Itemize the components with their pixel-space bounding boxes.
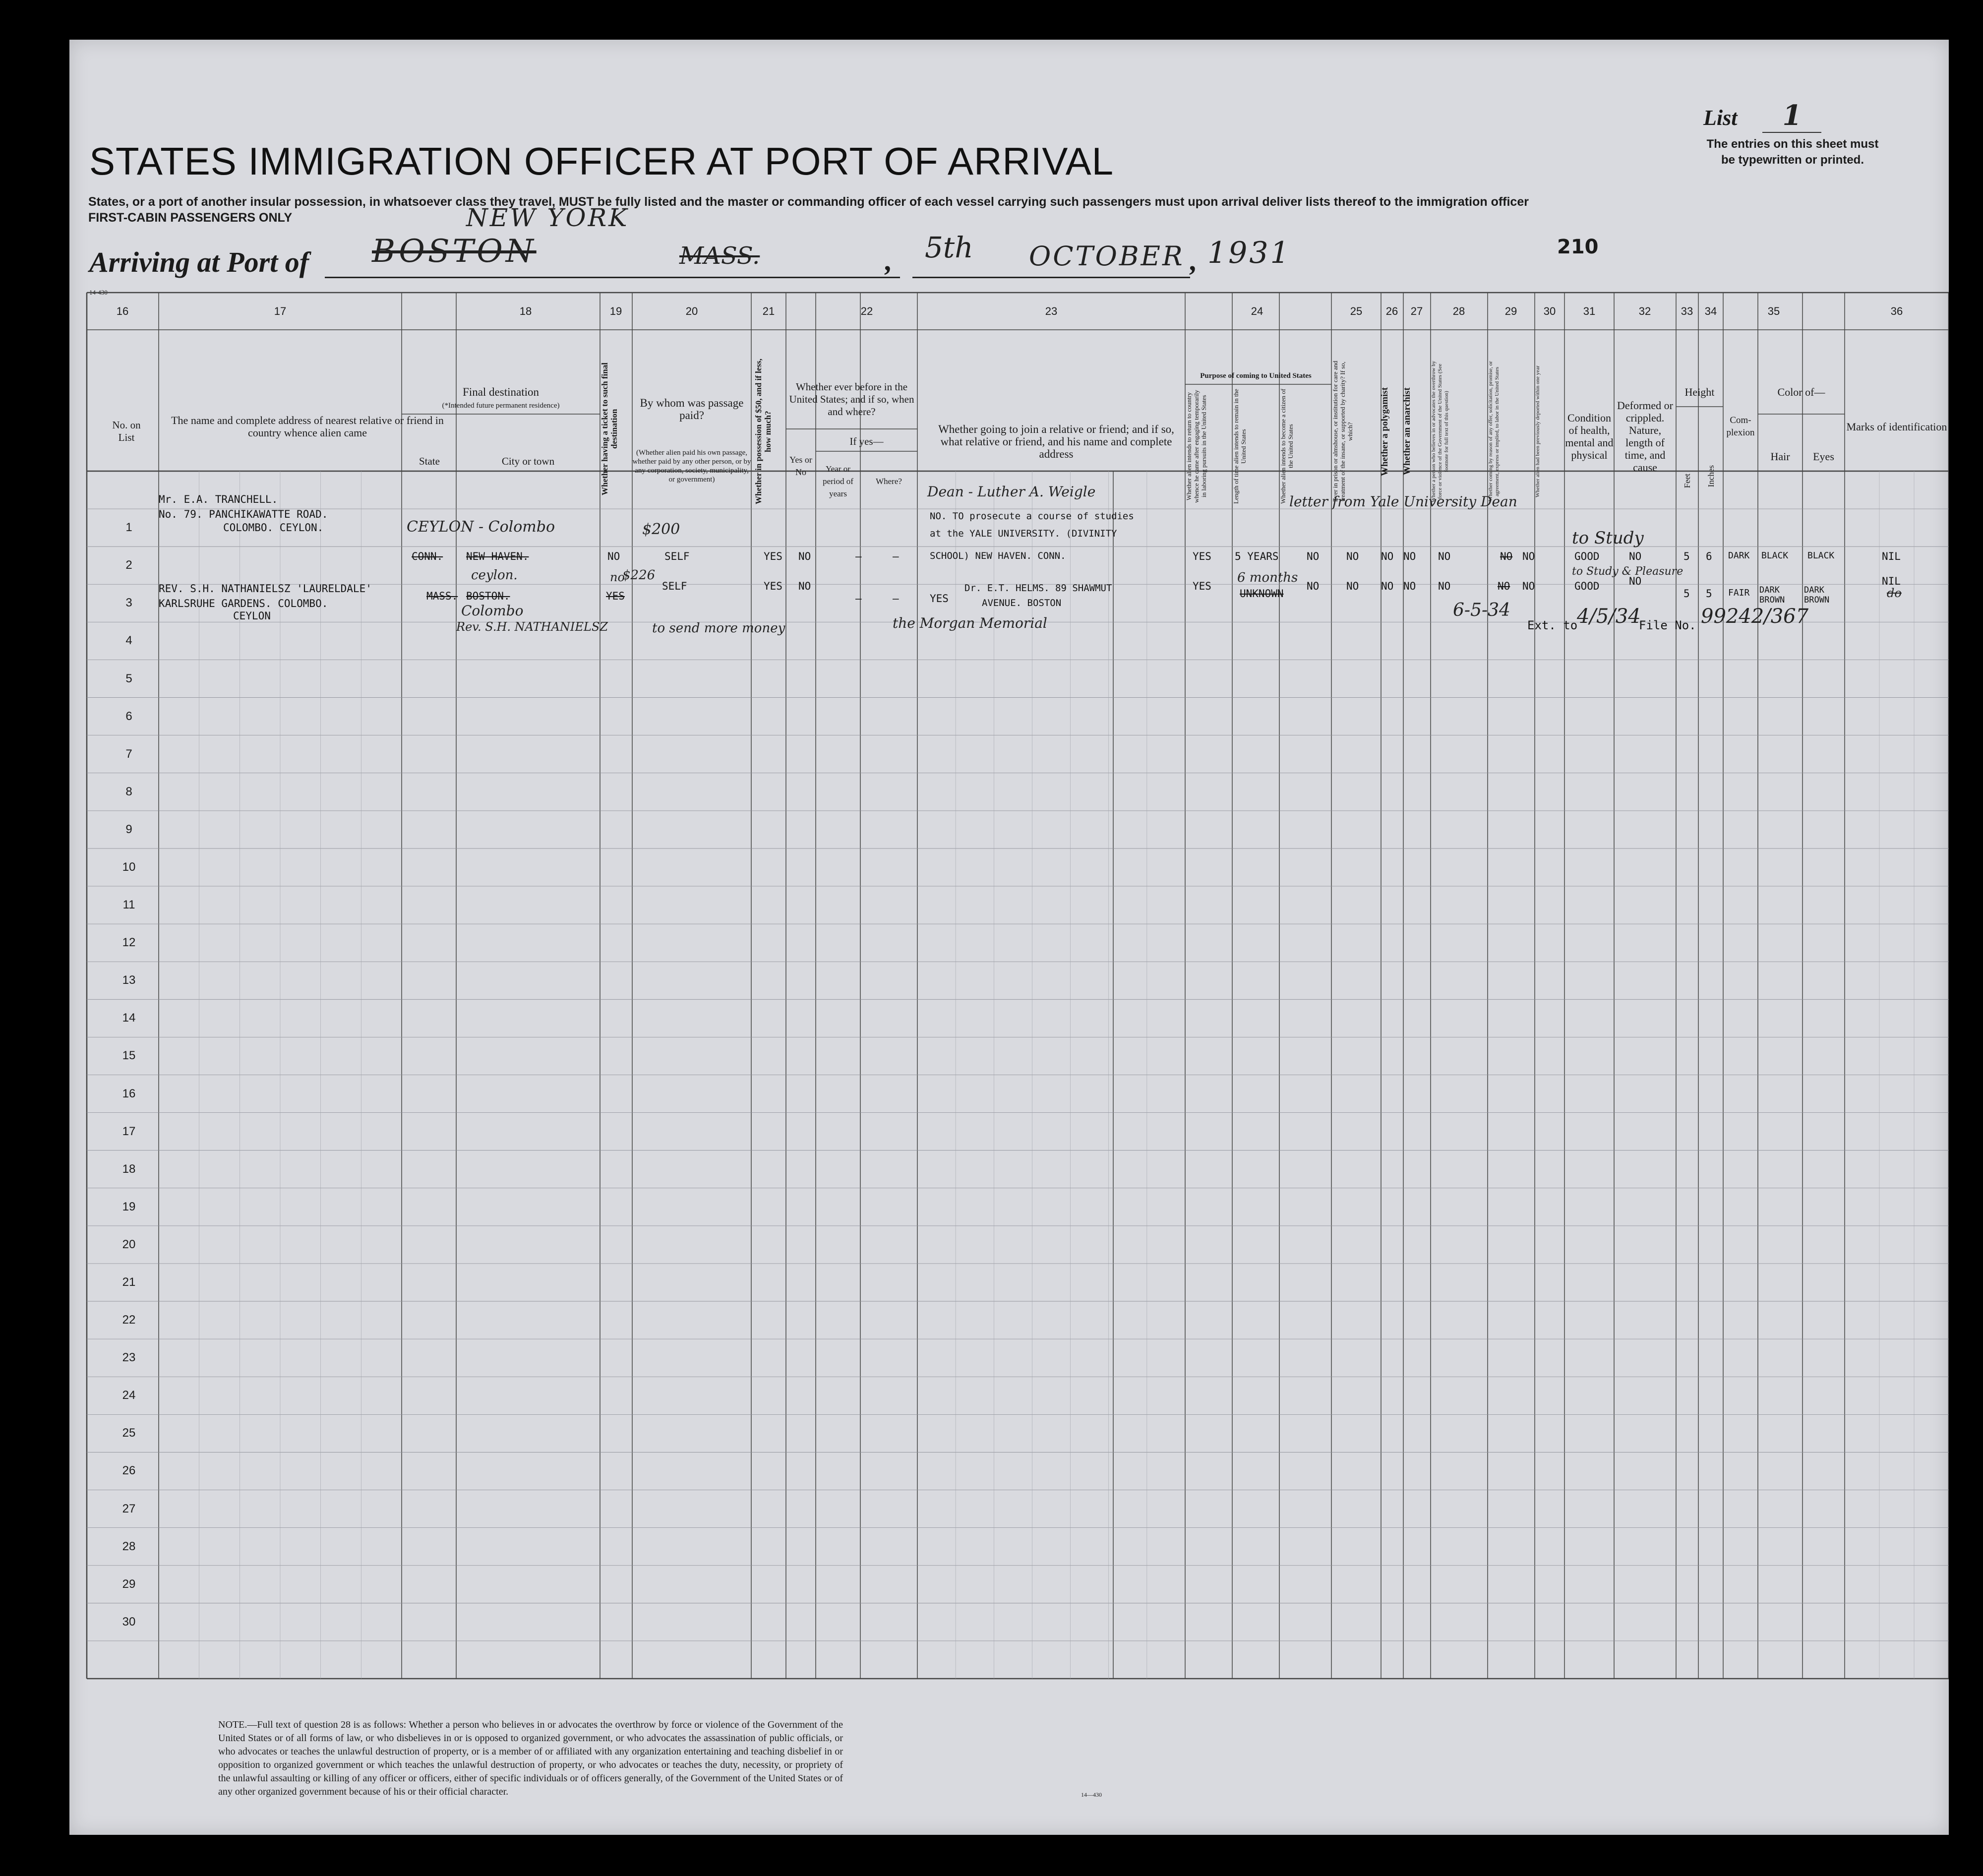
row-number: 1 bbox=[125, 521, 132, 535]
r1-hair: BLACK bbox=[1761, 550, 1789, 561]
header-prison: Ever in prison or almshouse, or institution for care and treatment of the insane, or supported by charity? If so, which? bbox=[1331, 361, 1354, 502]
column-number: 30 bbox=[1543, 305, 1556, 317]
header-passage-paid: By whom was passage paid? bbox=[640, 397, 744, 422]
stamp-number: 210 bbox=[1557, 236, 1599, 258]
page-subtitle: States, or a port of another insular possession, in whatsoever class they travel, MUST be fully listed and the master or commanding officer of each vessel carrying such passengers must upon arrival deliver lists thereof to the immigration officer bbox=[88, 195, 1529, 209]
r1-join-line3: SCHOOL) NEW HAVEN. CONN. bbox=[930, 550, 1066, 561]
header-color-of: Color of— bbox=[1777, 385, 1825, 398]
r2-before: NO bbox=[798, 580, 811, 592]
r2-anarchist: NO bbox=[1403, 580, 1416, 592]
r2-purpose-citizen: NO bbox=[1307, 580, 1320, 592]
r1-q28: NO bbox=[1438, 550, 1451, 562]
punch-hole bbox=[36, 367, 64, 396]
r1-marks: NIL bbox=[1882, 550, 1901, 562]
r1-city: NEW HAVEN. bbox=[466, 550, 529, 562]
column-number: 25 bbox=[1350, 305, 1363, 317]
row-number: 17 bbox=[122, 1124, 136, 1138]
r2-destination-hand1: ceylon. bbox=[471, 568, 518, 583]
r1-purpose-return: YES bbox=[1193, 550, 1211, 562]
footnote-q28: NOTE.—Full text of question 28 is as follows: Whether a person who believes in or advocates the overthrow by force or violence of the Government of the United States or of all forms of law, or who disbelieves in or is opposed to organized government, or who advocates the assassination of public officials, or who advocates or teaches the unlawful destruction of property, or is a member of or affiliated with any organization entertaining and teaching disbelief in or opposition to organized government or which teaches the unlawful destruction of property, or who advocates or teaches the duty, necessity, or propriety of the unlawful assaulting or killing of any officer or officers, either of specific individuals or of officers generally, of the Government of the United States or of any other organized government because of his or their official character. bbox=[218, 1719, 843, 1797]
header-year-period: Year or period of years bbox=[823, 464, 853, 498]
r2-state: MASS. bbox=[426, 590, 458, 602]
header-purpose-length: Length of time alien intends to remain in the United States bbox=[1232, 389, 1247, 504]
row-number: 19 bbox=[122, 1200, 136, 1213]
column-number: 32 bbox=[1638, 305, 1651, 317]
class-line: FIRST-CABIN PASSENGERS ONLY bbox=[88, 211, 293, 225]
row-number: 24 bbox=[122, 1389, 136, 1402]
r2-relative-line3: CEYLON bbox=[233, 610, 271, 622]
header-q29: Whether coming by reason of any offer, solicitation, promise, or agreement, express or implied, to labor in the United States bbox=[1488, 361, 1500, 502]
row-number: 12 bbox=[122, 936, 136, 950]
typewritten-instructions: The entries on this sheet must be typewritten or printed. bbox=[1706, 137, 1879, 167]
row-number: 15 bbox=[122, 1049, 136, 1063]
r2-q29: NO bbox=[1498, 580, 1510, 592]
header-marks: Marks of identification bbox=[1846, 420, 1947, 433]
column-number: 16 bbox=[116, 305, 129, 317]
r1-purpose-citizen: NO bbox=[1307, 550, 1320, 562]
row-number: 30 bbox=[122, 1615, 136, 1629]
row-number: 16 bbox=[122, 1087, 136, 1100]
r1-feet: 5 bbox=[1683, 550, 1690, 562]
r2-polygamist: NO bbox=[1381, 580, 1394, 592]
header-final-destination: Final destination bbox=[463, 385, 539, 398]
header-no-on-list: No. on List bbox=[112, 419, 141, 443]
port-struck: BOSTON bbox=[372, 233, 537, 270]
header-feet: Feet bbox=[1683, 474, 1692, 488]
r2-marks-ditto: do bbox=[1887, 586, 1902, 600]
r1-relative-line1: Mr. E.A. TRANCHELL. bbox=[159, 493, 278, 505]
header-q30: Whether alien had been previously deported within one year bbox=[1535, 365, 1541, 497]
r1-join-hand: Dean - Luther A. Weigle bbox=[927, 484, 1096, 500]
row-number: 5 bbox=[125, 671, 132, 685]
row-number: 9 bbox=[125, 822, 132, 836]
r1-join-line1: NO. TO prosecute a course of studies bbox=[930, 511, 1134, 522]
row-number: 10 bbox=[122, 860, 136, 874]
r2-purpose-length: UNKNOWN bbox=[1240, 588, 1284, 600]
column-number: 34 bbox=[1704, 305, 1717, 317]
column-number: 18 bbox=[519, 305, 532, 317]
r2-ext-label: Ext. to bbox=[1527, 618, 1578, 632]
r1-complexion: DARK bbox=[1728, 550, 1750, 561]
list-label: List 1 bbox=[1703, 99, 1821, 132]
r2-ticket: YES bbox=[606, 590, 625, 602]
r1-eyes: BLACK bbox=[1807, 550, 1835, 561]
r2-complexion: FAIR bbox=[1728, 588, 1750, 598]
r2-join-hand: the Morgan Memorial bbox=[893, 615, 1047, 631]
r1-inches: 6 bbox=[1706, 550, 1712, 562]
header-deformed: Deformed or crippled. Nature, length of time, and cause bbox=[1617, 399, 1673, 474]
r2-hair: DARK BROWN bbox=[1759, 585, 1785, 605]
r2-join-line1: Dr. E.T. HELMS. 89 SHAWMUT bbox=[964, 583, 1112, 594]
comma-2: , bbox=[1190, 244, 1198, 277]
column-number: 20 bbox=[685, 305, 698, 317]
r1-letter-hand: letter from Yale University Dean bbox=[1289, 493, 1517, 510]
r1-year: — bbox=[855, 550, 862, 562]
r2-health: GOOD bbox=[1574, 580, 1600, 592]
r2-year: — bbox=[855, 593, 862, 605]
r2-destination-hand2: Colombo bbox=[461, 603, 524, 619]
r2-ticket-hand: no bbox=[610, 570, 625, 584]
header-complexion: Com-plexion bbox=[1726, 415, 1755, 438]
header-height: Height bbox=[1684, 385, 1715, 398]
row-number: 23 bbox=[122, 1351, 136, 1365]
header-before-in-us: Whether ever before in the United States; and if so, when and where? bbox=[789, 380, 914, 418]
column-number: 29 bbox=[1504, 305, 1517, 317]
header-passage-paid-note: (Whether alien paid his own passage, whether paid by any other person, or by any corporation, society, municipality, or government) bbox=[632, 449, 751, 484]
page-title: STATES IMMIGRATION OFFICER AT PORT OF ARRIVAL bbox=[89, 139, 1114, 183]
r2-deformed: NO bbox=[1629, 575, 1642, 587]
arriving-label: Arriving at Port of bbox=[89, 246, 309, 278]
r2-file-number: 99242/367 bbox=[1701, 605, 1809, 628]
row-number: 4 bbox=[125, 634, 132, 648]
row-number: 20 bbox=[122, 1237, 136, 1251]
column-number: 31 bbox=[1583, 305, 1596, 317]
row-number: 21 bbox=[122, 1275, 136, 1289]
punch-hole bbox=[40, 585, 66, 612]
r2-purpose-return: YES bbox=[1193, 580, 1211, 592]
r1-possession: YES bbox=[764, 550, 782, 562]
column-number: 33 bbox=[1681, 305, 1693, 317]
column-number: 28 bbox=[1452, 305, 1465, 317]
column-number: 35 bbox=[1767, 305, 1780, 317]
day: 5th bbox=[925, 231, 973, 264]
manifest-sheet bbox=[69, 40, 1949, 1835]
form-code: 14-430 bbox=[89, 289, 108, 296]
r2-where: — bbox=[893, 593, 899, 605]
r2-marks: NIL bbox=[1882, 575, 1901, 587]
r1-anarchist: NO bbox=[1403, 550, 1416, 562]
punch-hole bbox=[41, 704, 66, 730]
header-health: Condition of health, mental and physical bbox=[1565, 412, 1614, 461]
header-eyes: Eyes bbox=[1813, 450, 1834, 463]
r2-paid-hand: to send more money bbox=[652, 621, 785, 636]
header-ticket: Whether having a ticket to such final destination bbox=[600, 363, 619, 495]
r2-feet: 5 bbox=[1683, 588, 1690, 600]
row-number: 6 bbox=[125, 709, 132, 723]
r2-ext-hand: 6-5-34 bbox=[1453, 600, 1510, 620]
row-number: 11 bbox=[122, 898, 135, 912]
header-purpose-citizen: Whether alien intends to become a citizen of the United States bbox=[1279, 388, 1294, 504]
r2-q30: NO bbox=[1522, 580, 1535, 592]
r1-passage-paid: SELF bbox=[664, 550, 690, 562]
port-inserted: NEW YORK bbox=[466, 203, 629, 232]
r2-inches: 5 bbox=[1706, 588, 1712, 600]
r2-relative-line1: REV. S.H. NATHANIELSZ 'LAURELDALE' bbox=[159, 583, 372, 595]
r2-relative-line2: KARLSRUHE GARDENS. COLOMBO. bbox=[159, 598, 328, 609]
row-number: 2 bbox=[125, 558, 132, 572]
r1-polygamist: NO bbox=[1381, 550, 1394, 562]
r2-health-hand: to Study & Pleasure bbox=[1572, 565, 1683, 578]
r2-passage-paid: SELF bbox=[662, 580, 687, 592]
column-number: 26 bbox=[1385, 305, 1398, 317]
r1-before: NO bbox=[798, 550, 811, 562]
header-city: City or town bbox=[501, 455, 555, 467]
month: OCTOBER bbox=[1029, 241, 1185, 272]
r2-file-label: File No. bbox=[1639, 618, 1696, 632]
column-number: 21 bbox=[762, 305, 775, 317]
year: 1931 bbox=[1207, 236, 1291, 270]
column-number: 36 bbox=[1890, 305, 1903, 317]
comma-1: , bbox=[885, 244, 893, 277]
r2-prison: NO bbox=[1346, 580, 1359, 592]
header-purpose-return: Whether alien intends to return to country whence he came after engaging temporarily in laboring pursuits in the United States bbox=[1185, 390, 1207, 503]
r2-possession: YES bbox=[764, 580, 782, 592]
header-state: State bbox=[419, 455, 440, 467]
state-struck: MASS. bbox=[679, 242, 760, 270]
footer-form-code: 14—430 bbox=[1081, 1791, 1102, 1798]
r1-relative-line2: No. 79. PANCHIKAWATTE ROAD. bbox=[159, 508, 328, 520]
r2-join-prefix: YES bbox=[930, 593, 949, 605]
r1-study-hand: to Study bbox=[1572, 528, 1644, 548]
row-number: 13 bbox=[122, 973, 136, 987]
header-relative-address: The name and complete address of nearest relative or friend in country whence alien came bbox=[171, 414, 444, 439]
header-purpose: Purpose of coming to United States bbox=[1200, 371, 1312, 380]
r1-health: GOOD bbox=[1574, 550, 1600, 562]
r1-ticket: NO bbox=[607, 550, 620, 562]
r1-purpose-length: 5 YEARS bbox=[1235, 550, 1279, 562]
list-number: 1 bbox=[1762, 99, 1821, 133]
header-yes-no: Yes or No bbox=[789, 455, 812, 477]
row-number: 8 bbox=[125, 785, 132, 798]
header-where: Where? bbox=[876, 476, 902, 486]
punch-hole bbox=[35, 290, 64, 320]
r1-money-hand: $200 bbox=[642, 521, 680, 538]
r2-eyes: DARK BROWN bbox=[1804, 585, 1830, 605]
header-q28: Whether a person who believes in or advocates the overthrow by force or violence of the Government of the United States (See footnote for full text of this question) bbox=[1431, 361, 1449, 502]
r2-join-line2: AVENUE. BOSTON bbox=[982, 598, 1062, 608]
column-number: 19 bbox=[609, 305, 622, 317]
r1-q30: NO bbox=[1522, 550, 1535, 562]
row-number: 7 bbox=[125, 747, 132, 761]
row-number: 28 bbox=[122, 1539, 136, 1553]
header-join-relative: Whether going to join a relative or friend; and if so, what relative or friend, and his name and complete address bbox=[938, 423, 1174, 460]
header-hair: Hair bbox=[1770, 450, 1790, 463]
row-number: 14 bbox=[122, 1011, 136, 1025]
row-number: 29 bbox=[122, 1577, 136, 1591]
column-number: 24 bbox=[1251, 305, 1263, 317]
column-number: 17 bbox=[274, 305, 287, 317]
r1-join-line2: at the YALE UNIVERSITY. (DIVINITY bbox=[930, 528, 1117, 539]
r2-money-hand: $226 bbox=[622, 568, 656, 583]
column-number: 27 bbox=[1410, 305, 1423, 317]
row-number: 3 bbox=[125, 596, 132, 610]
r1-prison: NO bbox=[1346, 550, 1359, 562]
r1-state: CONN. bbox=[412, 550, 443, 562]
header-anarchist: Whether an anarchist bbox=[1402, 387, 1412, 476]
r1-deformed: NO bbox=[1629, 550, 1642, 562]
row-number: 22 bbox=[122, 1313, 136, 1327]
row-number: 18 bbox=[122, 1162, 136, 1176]
r2-ext-date: 4/5/34 bbox=[1577, 605, 1641, 628]
r1-destination-hand: CEYLON - Colombo bbox=[407, 518, 555, 536]
r2-destination-hand3: Rev. S.H. NATHANIELSZ bbox=[456, 620, 608, 634]
r1-q29: NO bbox=[1500, 550, 1513, 562]
r2-purpose-length-hand: 6 months bbox=[1237, 570, 1298, 585]
column-number: 22 bbox=[860, 305, 873, 317]
r1-where: — bbox=[893, 550, 899, 562]
header-inches: Inches bbox=[1706, 465, 1716, 487]
header-final-destination-note: (*Intended future permanent residence) bbox=[442, 401, 560, 410]
row-number: 26 bbox=[122, 1464, 136, 1478]
header-polygamist: Whether a polygamist bbox=[1380, 387, 1390, 476]
row-number: 27 bbox=[122, 1502, 136, 1515]
r2-q28: NO bbox=[1438, 580, 1451, 592]
r2-city: BOSTON. bbox=[466, 590, 510, 602]
column-number: 23 bbox=[1045, 305, 1058, 317]
header-possession-50: Whether in possession of $50, and if less, how much? bbox=[754, 359, 773, 504]
r1-relative-line3: COLOMBO. CEYLON. bbox=[223, 522, 324, 534]
header-if-yes: If yes— bbox=[849, 435, 884, 447]
row-number: 25 bbox=[122, 1426, 136, 1440]
